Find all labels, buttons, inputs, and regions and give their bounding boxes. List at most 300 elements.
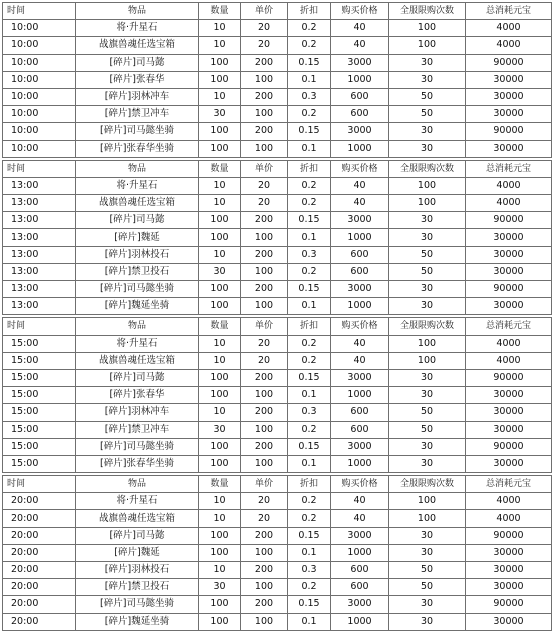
header-total-cost: 总消耗元宝 [466, 476, 552, 493]
cell-unit-price: 200 [241, 281, 288, 298]
header-row [3, 160, 552, 177]
cell-item: [碎片]羽林冲车 [76, 88, 199, 105]
table-row [3, 404, 552, 421]
cell-unit-price: 100 [241, 106, 288, 123]
table-row [3, 20, 552, 37]
cell-unit-price: 200 [241, 562, 288, 579]
cell-purchase-price: 3000 [331, 596, 389, 613]
table-row [3, 613, 552, 630]
cell-purchase-price: 3000 [331, 527, 389, 544]
cell-item: [碎片]魏延坐骑 [76, 613, 199, 630]
cell-server-limit: 100 [389, 493, 466, 510]
cell-server-limit: 50 [389, 404, 466, 421]
cell-time: 13:00 [3, 195, 76, 212]
cell-server-limit: 100 [389, 510, 466, 527]
cell-unit-price: 20 [241, 335, 288, 352]
cell-discount: 0.1 [288, 613, 331, 630]
cell-item: [碎片]羽林投石 [76, 562, 199, 579]
cell-discount: 0.15 [288, 527, 331, 544]
cell-quantity: 10 [199, 37, 241, 54]
cell-server-limit: 100 [389, 352, 466, 369]
cell-item: [碎片]禁卫投石 [76, 263, 199, 280]
cell-discount: 0.1 [288, 298, 331, 315]
table-row [3, 596, 552, 613]
cell-purchase-price: 1000 [331, 71, 389, 88]
cell-purchase-price: 3000 [331, 54, 389, 71]
cell-discount: 0.15 [288, 281, 331, 298]
cell-unit-price: 20 [241, 37, 288, 54]
cell-server-limit: 30 [389, 596, 466, 613]
cell-item: 战旗兽魂任选宝箱 [76, 195, 199, 212]
header-row [3, 3, 552, 20]
cell-unit-price: 100 [241, 579, 288, 596]
cell-item: [碎片]张春华 [76, 71, 199, 88]
cell-purchase-price: 3000 [331, 369, 389, 386]
cell-server-limit: 50 [389, 88, 466, 105]
cell-discount: 0.15 [288, 123, 331, 140]
cell-total-cost: 4000 [466, 510, 552, 527]
cell-time: 13:00 [3, 177, 76, 194]
table-row [3, 387, 552, 404]
cell-purchase-price: 600 [331, 106, 389, 123]
cell-time: 10:00 [3, 54, 76, 71]
cell-purchase-price: 1000 [331, 298, 389, 315]
cell-quantity: 100 [199, 54, 241, 71]
header-discount: 折扣 [288, 476, 331, 493]
table-row [3, 562, 552, 579]
cell-quantity: 100 [199, 281, 241, 298]
header-server-limit: 全服限购次数 [389, 160, 466, 177]
cell-server-limit: 30 [389, 71, 466, 88]
cell-item: [碎片]禁卫投石 [76, 579, 199, 596]
cell-total-cost: 30000 [466, 71, 552, 88]
cell-server-limit: 50 [389, 579, 466, 596]
header-purchase-price: 购买价格 [331, 3, 389, 20]
cell-unit-price: 100 [241, 263, 288, 280]
cell-total-cost: 4000 [466, 493, 552, 510]
cell-quantity: 100 [199, 544, 241, 561]
cell-item: 将·升星石 [76, 335, 199, 352]
cell-total-cost: 30000 [466, 106, 552, 123]
cell-quantity: 100 [199, 596, 241, 613]
table-row [3, 335, 552, 352]
cell-item: [碎片]羽林投石 [76, 246, 199, 263]
cell-server-limit: 100 [389, 335, 466, 352]
cell-unit-price: 200 [241, 527, 288, 544]
cell-server-limit: 30 [389, 140, 466, 157]
cell-discount: 0.2 [288, 106, 331, 123]
table-row [3, 263, 552, 280]
header-time: 时间 [3, 476, 76, 493]
cell-quantity: 10 [199, 352, 241, 369]
cell-quantity: 30 [199, 579, 241, 596]
cell-unit-price: 200 [241, 246, 288, 263]
cell-discount: 0.2 [288, 421, 331, 438]
cell-quantity: 10 [199, 88, 241, 105]
cell-purchase-price: 600 [331, 246, 389, 263]
cell-total-cost: 30000 [466, 246, 552, 263]
cell-item: 战旗兽魂任选宝箱 [76, 352, 199, 369]
cell-time: 10:00 [3, 123, 76, 140]
cell-item: [碎片]张春华坐骑 [76, 455, 199, 472]
cell-purchase-price: 600 [331, 562, 389, 579]
table-row [3, 369, 552, 386]
header-item: 物品 [76, 476, 199, 493]
cell-item: [碎片]魏延 [76, 544, 199, 561]
cell-discount: 0.3 [288, 404, 331, 421]
cell-total-cost: 30000 [466, 455, 552, 472]
shop-schedule-table [2, 2, 552, 631]
cell-discount: 0.15 [288, 212, 331, 229]
cell-unit-price: 200 [241, 404, 288, 421]
cell-quantity: 100 [199, 229, 241, 246]
cell-unit-price: 200 [241, 438, 288, 455]
table-row [3, 212, 552, 229]
table-row [3, 493, 552, 510]
cell-quantity: 10 [199, 246, 241, 263]
cell-time: 13:00 [3, 298, 76, 315]
header-quantity: 数量 [199, 318, 241, 335]
cell-item: [碎片]禁卫冲车 [76, 106, 199, 123]
cell-unit-price: 100 [241, 71, 288, 88]
cell-item: [碎片]司马懿 [76, 212, 199, 229]
table-row [3, 281, 552, 298]
cell-item: [碎片]司马懿坐骑 [76, 123, 199, 140]
cell-quantity: 100 [199, 212, 241, 229]
cell-quantity: 10 [199, 562, 241, 579]
cell-quantity: 100 [199, 455, 241, 472]
cell-total-cost: 30000 [466, 404, 552, 421]
cell-purchase-price: 40 [331, 493, 389, 510]
cell-unit-price: 100 [241, 140, 288, 157]
cell-discount: 0.3 [288, 562, 331, 579]
cell-unit-price: 100 [241, 298, 288, 315]
cell-item: [碎片]司马懿坐骑 [76, 281, 199, 298]
header-row [3, 318, 552, 335]
cell-quantity: 10 [199, 335, 241, 352]
cell-purchase-price: 1000 [331, 229, 389, 246]
cell-purchase-price: 1000 [331, 544, 389, 561]
header-quantity: 数量 [199, 476, 241, 493]
table-row [3, 527, 552, 544]
cell-total-cost: 30000 [466, 263, 552, 280]
cell-purchase-price: 3000 [331, 438, 389, 455]
cell-time: 10:00 [3, 88, 76, 105]
cell-time: 20:00 [3, 596, 76, 613]
cell-purchase-price: 40 [331, 335, 389, 352]
cell-time: 15:00 [3, 352, 76, 369]
cell-unit-price: 200 [241, 54, 288, 71]
cell-discount: 0.2 [288, 352, 331, 369]
cell-quantity: 10 [199, 20, 241, 37]
cell-total-cost: 30000 [466, 544, 552, 561]
cell-item: 将·升星石 [76, 493, 199, 510]
header-time: 时间 [3, 3, 76, 20]
cell-time: 13:00 [3, 212, 76, 229]
cell-discount: 0.2 [288, 20, 331, 37]
cell-server-limit: 30 [389, 455, 466, 472]
cell-unit-price: 200 [241, 123, 288, 140]
cell-total-cost: 4000 [466, 352, 552, 369]
cell-total-cost: 4000 [466, 37, 552, 54]
cell-purchase-price: 1000 [331, 613, 389, 630]
cell-total-cost: 30000 [466, 88, 552, 105]
cell-unit-price: 20 [241, 177, 288, 194]
cell-purchase-price: 600 [331, 263, 389, 280]
cell-time: 20:00 [3, 493, 76, 510]
cell-quantity: 100 [199, 123, 241, 140]
cell-item: 将·升星石 [76, 20, 199, 37]
cell-discount: 0.1 [288, 544, 331, 561]
table-row [3, 352, 552, 369]
cell-item: [碎片]司马懿 [76, 369, 199, 386]
cell-quantity: 100 [199, 438, 241, 455]
cell-item: [碎片]张春华 [76, 387, 199, 404]
cell-purchase-price: 3000 [331, 281, 389, 298]
cell-purchase-price: 3000 [331, 212, 389, 229]
cell-server-limit: 30 [389, 54, 466, 71]
cell-server-limit: 100 [389, 37, 466, 54]
cell-quantity: 10 [199, 177, 241, 194]
cell-item: [碎片]羽林冲车 [76, 404, 199, 421]
cell-time: 13:00 [3, 246, 76, 263]
cell-server-limit: 50 [389, 421, 466, 438]
cell-time: 13:00 [3, 281, 76, 298]
header-discount: 折扣 [288, 318, 331, 335]
header-purchase-price: 购买价格 [331, 160, 389, 177]
table-row [3, 455, 552, 472]
header-item: 物品 [76, 3, 199, 20]
cell-discount: 0.1 [288, 140, 331, 157]
cell-time: 15:00 [3, 387, 76, 404]
cell-discount: 0.2 [288, 195, 331, 212]
cell-purchase-price: 600 [331, 404, 389, 421]
cell-time: 10:00 [3, 71, 76, 88]
table-row [3, 298, 552, 315]
table-row [3, 177, 552, 194]
table-row [3, 106, 552, 123]
cell-server-limit: 30 [389, 212, 466, 229]
table-row [3, 123, 552, 140]
cell-item: [碎片]禁卫冲车 [76, 421, 199, 438]
cell-purchase-price: 40 [331, 352, 389, 369]
cell-item: [碎片]魏延坐骑 [76, 298, 199, 315]
table-body [3, 3, 552, 631]
cell-total-cost: 30000 [466, 613, 552, 630]
header-item: 物品 [76, 160, 199, 177]
cell-item: [碎片]司马懿 [76, 54, 199, 71]
cell-purchase-price: 1000 [331, 387, 389, 404]
table-row [3, 54, 552, 71]
cell-quantity: 30 [199, 421, 241, 438]
cell-total-cost: 4000 [466, 20, 552, 37]
cell-server-limit: 30 [389, 438, 466, 455]
header-server-limit: 全服限购次数 [389, 476, 466, 493]
header-time: 时间 [3, 160, 76, 177]
cell-quantity: 100 [199, 369, 241, 386]
cell-total-cost: 30000 [466, 140, 552, 157]
cell-discount: 0.15 [288, 596, 331, 613]
cell-purchase-price: 40 [331, 177, 389, 194]
cell-item: 将·升星石 [76, 177, 199, 194]
cell-time: 10:00 [3, 20, 76, 37]
cell-total-cost: 30000 [466, 562, 552, 579]
cell-server-limit: 30 [389, 387, 466, 404]
cell-discount: 0.2 [288, 510, 331, 527]
cell-unit-price: 200 [241, 596, 288, 613]
cell-unit-price: 20 [241, 195, 288, 212]
cell-purchase-price: 600 [331, 421, 389, 438]
cell-time: 10:00 [3, 37, 76, 54]
table-row [3, 37, 552, 54]
cell-item: 战旗兽魂任选宝箱 [76, 37, 199, 54]
cell-purchase-price: 1000 [331, 140, 389, 157]
cell-total-cost: 90000 [466, 54, 552, 71]
cell-time: 15:00 [3, 421, 76, 438]
header-time: 时间 [3, 318, 76, 335]
table-row [3, 246, 552, 263]
cell-quantity: 100 [199, 527, 241, 544]
cell-purchase-price: 40 [331, 37, 389, 54]
cell-purchase-price: 40 [331, 20, 389, 37]
cell-discount: 0.2 [288, 579, 331, 596]
header-item: 物品 [76, 318, 199, 335]
cell-server-limit: 100 [389, 177, 466, 194]
table-row [3, 140, 552, 157]
cell-time: 13:00 [3, 229, 76, 246]
cell-purchase-price: 600 [331, 579, 389, 596]
table-row [3, 88, 552, 105]
cell-time: 20:00 [3, 562, 76, 579]
table-row [3, 544, 552, 561]
cell-quantity: 100 [199, 71, 241, 88]
cell-total-cost: 4000 [466, 177, 552, 194]
cell-quantity: 100 [199, 387, 241, 404]
cell-quantity: 30 [199, 106, 241, 123]
cell-server-limit: 30 [389, 613, 466, 630]
header-unit-price: 单价 [241, 476, 288, 493]
cell-time: 15:00 [3, 404, 76, 421]
cell-discount: 0.2 [288, 493, 331, 510]
table-row [3, 71, 552, 88]
cell-unit-price: 20 [241, 352, 288, 369]
cell-time: 20:00 [3, 613, 76, 630]
cell-purchase-price: 40 [331, 510, 389, 527]
cell-discount: 0.2 [288, 177, 331, 194]
header-row [3, 476, 552, 493]
cell-discount: 0.15 [288, 369, 331, 386]
cell-item: [碎片]魏延 [76, 229, 199, 246]
cell-total-cost: 90000 [466, 281, 552, 298]
cell-server-limit: 30 [389, 527, 466, 544]
cell-time: 15:00 [3, 455, 76, 472]
header-total-cost: 总消耗元宝 [466, 3, 552, 20]
cell-discount: 0.15 [288, 54, 331, 71]
cell-server-limit: 30 [389, 544, 466, 561]
cell-time: 20:00 [3, 544, 76, 561]
cell-discount: 0.2 [288, 37, 331, 54]
cell-total-cost: 90000 [466, 596, 552, 613]
cell-quantity: 30 [199, 263, 241, 280]
cell-discount: 0.15 [288, 438, 331, 455]
cell-server-limit: 30 [389, 123, 466, 140]
cell-time: 13:00 [3, 263, 76, 280]
cell-time: 10:00 [3, 106, 76, 123]
cell-purchase-price: 40 [331, 195, 389, 212]
cell-total-cost: 30000 [466, 229, 552, 246]
header-total-cost: 总消耗元宝 [466, 160, 552, 177]
cell-server-limit: 30 [389, 298, 466, 315]
cell-server-limit: 100 [389, 20, 466, 37]
cell-total-cost: 90000 [466, 527, 552, 544]
cell-discount: 0.2 [288, 335, 331, 352]
cell-total-cost: 4000 [466, 195, 552, 212]
header-discount: 折扣 [288, 3, 331, 20]
table-row [3, 579, 552, 596]
cell-server-limit: 100 [389, 195, 466, 212]
cell-discount: 0.1 [288, 387, 331, 404]
cell-discount: 0.3 [288, 246, 331, 263]
cell-unit-price: 200 [241, 369, 288, 386]
cell-server-limit: 50 [389, 246, 466, 263]
cell-quantity: 100 [199, 298, 241, 315]
cell-unit-price: 20 [241, 510, 288, 527]
cell-server-limit: 30 [389, 369, 466, 386]
cell-item: [碎片]司马懿坐骑 [76, 438, 199, 455]
header-unit-price: 单价 [241, 318, 288, 335]
cell-quantity: 100 [199, 613, 241, 630]
cell-unit-price: 100 [241, 455, 288, 472]
cell-total-cost: 90000 [466, 212, 552, 229]
cell-item: 战旗兽魂任选宝箱 [76, 510, 199, 527]
cell-unit-price: 200 [241, 212, 288, 229]
cell-quantity: 10 [199, 510, 241, 527]
cell-unit-price: 100 [241, 544, 288, 561]
cell-item: [碎片]司马懿坐骑 [76, 596, 199, 613]
shop-schedule-sheet [2, 2, 551, 631]
cell-discount: 0.3 [288, 88, 331, 105]
cell-item: [碎片]张春华坐骑 [76, 140, 199, 157]
cell-total-cost: 30000 [466, 298, 552, 315]
cell-unit-price: 20 [241, 20, 288, 37]
header-total-cost: 总消耗元宝 [466, 318, 552, 335]
cell-server-limit: 50 [389, 106, 466, 123]
cell-total-cost: 30000 [466, 579, 552, 596]
cell-total-cost: 90000 [466, 123, 552, 140]
cell-quantity: 100 [199, 140, 241, 157]
header-unit-price: 单价 [241, 160, 288, 177]
cell-unit-price: 100 [241, 387, 288, 404]
cell-server-limit: 30 [389, 229, 466, 246]
table-row [3, 438, 552, 455]
cell-unit-price: 20 [241, 493, 288, 510]
cell-purchase-price: 1000 [331, 455, 389, 472]
cell-time: 20:00 [3, 527, 76, 544]
header-unit-price: 单价 [241, 3, 288, 20]
cell-unit-price: 200 [241, 88, 288, 105]
header-server-limit: 全服限购次数 [389, 3, 466, 20]
cell-discount: 0.1 [288, 71, 331, 88]
header-discount: 折扣 [288, 160, 331, 177]
header-quantity: 数量 [199, 3, 241, 20]
cell-time: 10:00 [3, 140, 76, 157]
cell-total-cost: 30000 [466, 421, 552, 438]
cell-purchase-price: 600 [331, 88, 389, 105]
cell-unit-price: 100 [241, 229, 288, 246]
cell-total-cost: 4000 [466, 335, 552, 352]
header-purchase-price: 购买价格 [331, 476, 389, 493]
cell-time: 15:00 [3, 438, 76, 455]
